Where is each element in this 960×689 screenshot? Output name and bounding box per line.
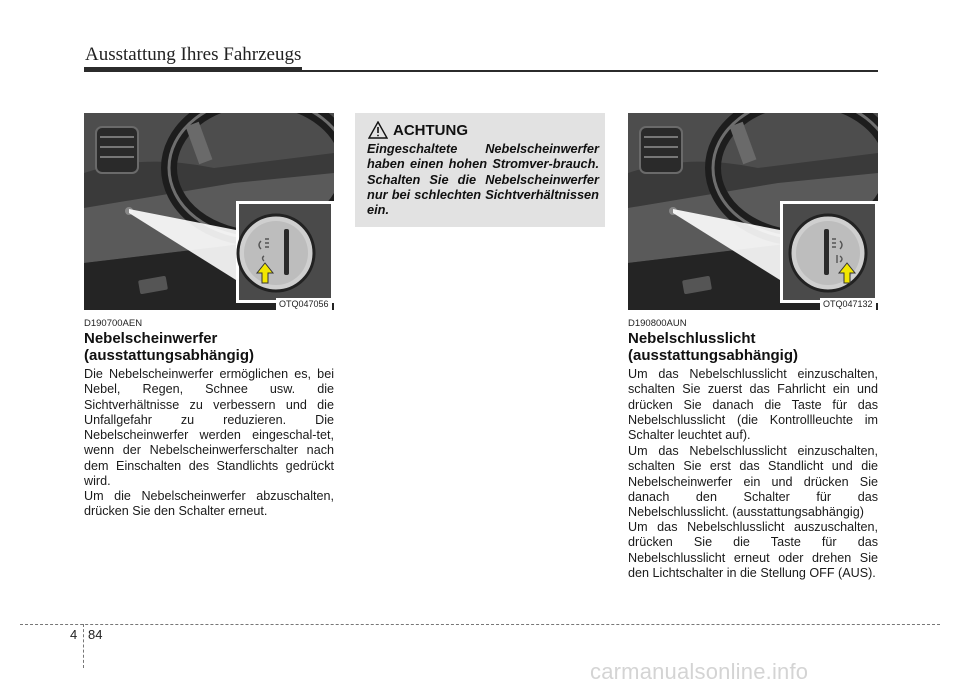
paragraph: Die Nebelscheinwerfer ermöglichen es, bei Nebel, Regen, Schnee usw. die Sichtverhältnisse zu verbessern und die Unfallgefahr zu reduzieren. Die Nebelscheinwerfer werden eingeschal-tet, wenn der Nebelscheinwerferschalter nach dem Einschalten des Standlichts gedrückt wird. <box>84 367 334 489</box>
dashboard-illustration <box>84 113 334 310</box>
header-rule-thick <box>84 67 302 72</box>
section-title-line: Nebelscheinwerfer <box>84 330 218 347</box>
rear-fog-light-switch-photo <box>628 113 878 310</box>
fog-light-switch-photo <box>84 113 334 310</box>
section-title-line: (ausstattungsabhängig) <box>84 347 255 364</box>
header-title: Ausstattung Ihres Fahrzeugs <box>85 44 302 65</box>
paragraph: Um das Nebelschlusslicht einzuschalten, schalten Sie zuerst das Fahrlicht ein und drücken Sie danach die Taste für das Nebelschlusslicht (die Kontrollleuchte im Schalter leuchtet auf). <box>628 367 878 443</box>
section-title-line: (ausstattungsabhängig) <box>628 347 799 364</box>
photo-code: OTQ047132 <box>820 298 876 310</box>
dashboard-illustration <box>628 113 878 310</box>
paragraph: Um das Nebelschlusslicht auszuschalten, drücken Sie die Taste für das Nebelschlusslicht erneut oder drehen Sie den Lichtschalter in die Stellung OFF (AUS). <box>628 520 878 580</box>
paragraph: Um das Nebelschlusslicht einzuschalten, schalten Sie erst das Standlicht und die Nebelscheinwerfer ein und drücken Sie danach den Schalter für das Nebelschlusslicht. (ausstattungsabhängig) <box>628 444 878 520</box>
photo-code: OTQ047056 <box>276 298 332 310</box>
footer-rule <box>20 624 940 625</box>
warning-icon <box>368 121 388 139</box>
section-code: D190700AEN <box>84 318 143 329</box>
caution-heading: ACHTUNG <box>393 122 468 139</box>
page-number: 84 <box>88 627 103 642</box>
section-title <box>628 330 798 364</box>
section-title-line: Nebelschlusslicht <box>628 330 756 347</box>
paragraph: Um die Nebelscheinwerfer abzuschalten, drücken Sie den Schalter erneut. <box>84 489 334 519</box>
section-code: D190800AUN <box>628 318 687 329</box>
watermark: carmanualsonline.info <box>590 659 809 684</box>
footer-divider <box>83 624 84 668</box>
caution-text: Eingeschaltete Nebelscheinwerfer haben einen hohen Stromver-brauch. Schalten Sie die Nebelscheinwerfer nur bei schlechten Sichtverhältnissen ein. <box>367 141 599 218</box>
header-rule-thin <box>302 70 878 72</box>
section-title <box>84 330 254 364</box>
caution-box <box>355 113 605 227</box>
chapter-number: 4 <box>70 627 78 642</box>
